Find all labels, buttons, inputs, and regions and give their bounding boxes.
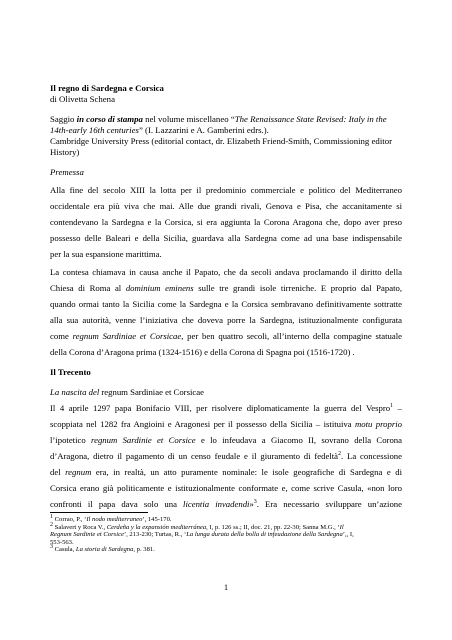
section-premessa	[50, 167, 402, 360]
text-line: della Corona d’Aragona prima (1324-1516) e della Corona di Spagna poi (1516-1720) .	[50, 347, 355, 357]
text-line: contendevano la Sardegna e la Corsica, si era aggiunta la Corona Aragona che, dopo aver preso	[50, 217, 402, 227]
text-line: occidentale era più viva che mai. Alle due grandi rivali, Genova e Pisa, che accanitamente si	[50, 201, 402, 211]
text-line: possesso delle Baleari e della Sicilia, guardava alla Sardegna come ad una base indispensabile	[50, 233, 402, 243]
text-line: quando ormai tanto la Sicilia come la Sardegna e la Corsica sembravano definitivamente sottratte	[50, 299, 402, 309]
footnote-2-continued: Regnum Sardinie et Corsice’, 213-230; Turtas, R., ‘La lunga durata della bolla di infeudazione della Sardegna’,, I,	[50, 531, 354, 539]
text-line: Alla fine del secolo XIII la lotta per il predominio commerciale e politico del Mediterraneo	[50, 185, 402, 195]
footnotes	[50, 513, 402, 554]
text-line: l’ipotetico regnum Sardinie et Corsice e lo infeudava a Giacomo II, sovrano della Corona	[50, 435, 402, 445]
note-line-1: Saggio in corso di stampa nel volume miscellaneo “The Renaissance State Revised: Italy in the	[50, 114, 387, 124]
text-line: d’Aragona, dietro il pagamento di un censo feudale e il giuramento di fedeltà$^2$. La concessione	[50, 451, 403, 461]
footnote-3: $^3$ Casula, La storia di Sardegna, p. 381.	[50, 544, 155, 554]
page-number: 1	[223, 582, 229, 592]
text-line: Corsica erano già politicamente e istituzionalmente conformate e, come scrive Casula, «non loro	[50, 483, 402, 493]
footnote-2-pages: 553-563.	[50, 538, 74, 546]
text-line: come regnum Sardiniae et Corsicae, per ben quattro secoli, all’interno della compagine statuale	[50, 331, 402, 341]
article-title: Il regno di Sardegna e Corsica	[50, 83, 164, 93]
publication-note	[50, 114, 402, 158]
text-line: del regnum era, in realtà, un atto puramente nominale: le isole geografiche di Sardegna e di	[50, 467, 402, 477]
text-line: Chiesa di Roma al dominium eminens sulle tre grandi isole tirreniche. E proprio dal Papato,	[50, 283, 402, 293]
text-line: per la sua espansione marittima.	[50, 249, 162, 259]
section-trecento	[50, 367, 402, 512]
note-line-3: Cambridge University Press (editorial contact, dr. Elizabeth Friend-Smith, Commissioning editor	[50, 136, 393, 146]
text-line: La contesa chiamava in causa anche il Papato, che da secoli andava proclamando il diritto della	[50, 267, 402, 277]
text-line: alla sua autorità, venne l’iniziativa che doveva porre la Sardegna, istituzionalmente configurata	[50, 315, 402, 325]
note-line-2: 14th-early 16th centuries” (I. Lazzarini e A. Gamberini edrs.).	[50, 125, 269, 135]
footnote-2: $^2$ Salavert y Roca V., Cerdeña y la expansión mediterránea, I, p. 126 ss.; II, doc. 21, pp. 22-30; Sanna M.G., ‘Il	[50, 521, 344, 531]
premessa-paragraph-2	[50, 264, 402, 360]
premessa-heading: Premessa	[50, 167, 84, 177]
footnote-1: $^1$ Corrao, P., ‘Il nodo mediterraneo’, 145-170.	[50, 513, 172, 523]
trecento-heading: Il Trecento	[50, 367, 91, 377]
article-author: di Olivetta Schena	[50, 94, 115, 104]
premessa-paragraph-1	[50, 182, 402, 262]
text-line: confronti il papa dava solo una licentia invadendi»$^3$. Era necessario sviluppare un’azione	[50, 499, 402, 509]
footnote-separator	[50, 512, 148, 513]
text-line: scoppiata nel 1282 fra Angioini e Aragonesi per il possesso della Sicilia – istituiva motu proprio	[50, 419, 402, 429]
article-header	[50, 83, 402, 105]
trecento-subheading: La nascita del regnum Sardiniae et Corsicae	[50, 387, 204, 397]
note-line-4: History)	[50, 147, 80, 157]
text-line: Il 4 aprile 1297 papa Bonifacio VIII, per risolvere diplomaticamente la guerra del Vespro$^1$ –	[50, 403, 402, 413]
